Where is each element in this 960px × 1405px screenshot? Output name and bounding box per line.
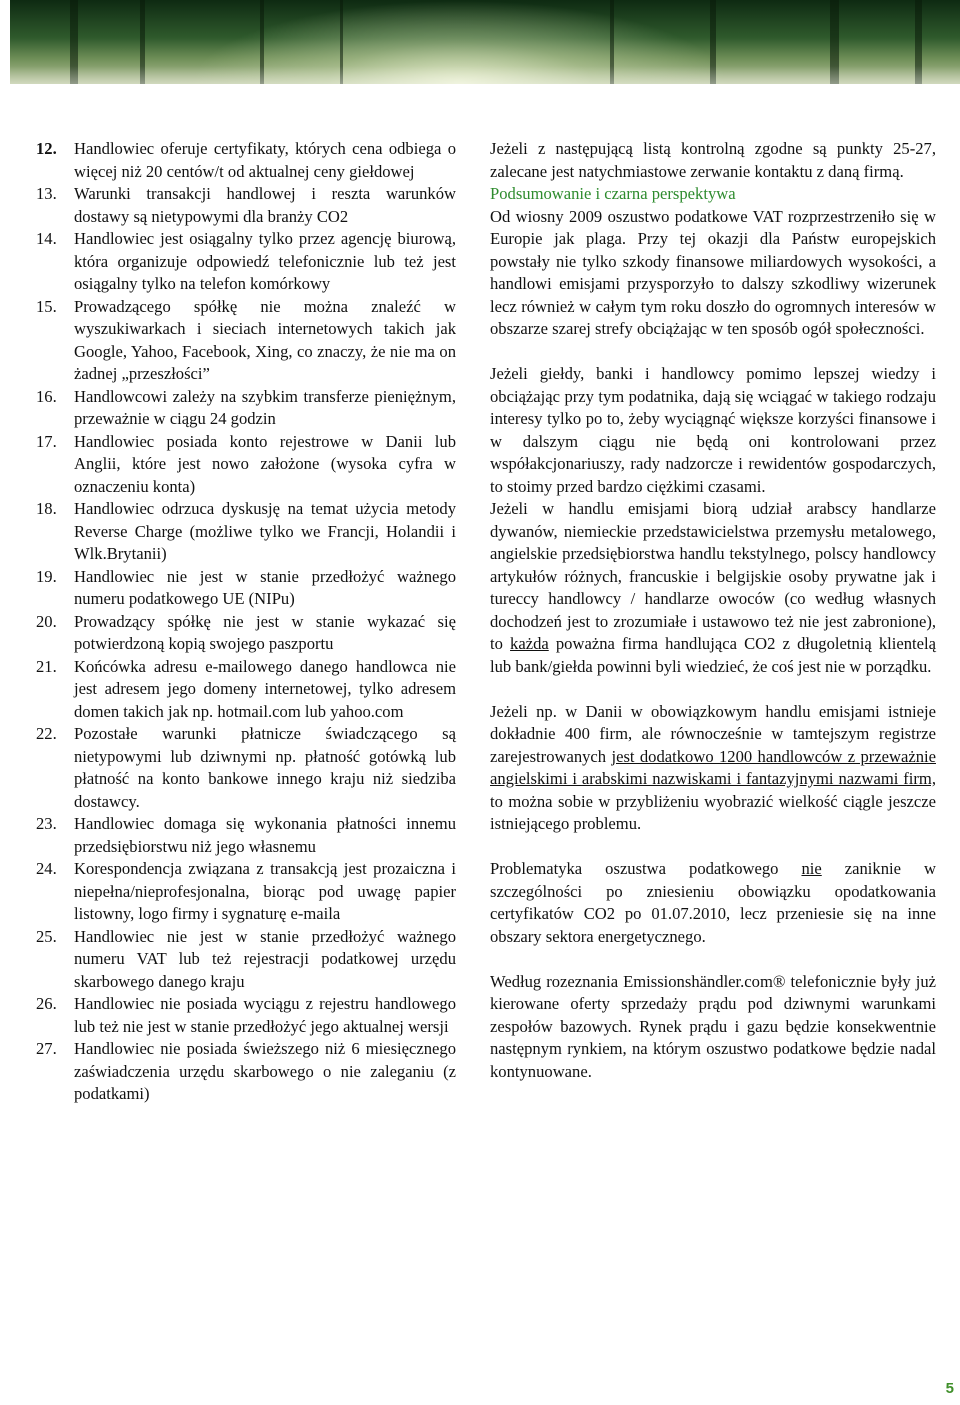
list-item xyxy=(36,498,456,566)
list-item xyxy=(36,926,456,994)
list-item xyxy=(36,296,456,386)
list-item-text: Prowadzący spółkę nie jest w stanie wykazać się potwierdzoną kopią swojego paszportu xyxy=(74,611,456,653)
list-item-number: 18. xyxy=(36,499,57,518)
list-item-number: 25. xyxy=(36,926,57,946)
list-item-text: Końcówka adresu e-mailowego danego handlowca nie jest adresem jego domeny internetowej, tylko adresem domen takich jak np. hotmail.com lub yahoo.com xyxy=(74,656,456,721)
list-item-text: Pozostałe warunki płatnicze świadczącego są nietypowymi lub dziwnymi np. płatność gotówką lub płatność na konto bankowe innego kraju niż siedziba dostawcy. xyxy=(74,724,456,811)
list-item-text: Korespondencja związana z transakcją jest prozaiczna i niepełna/nieprofesjonalna, biorąc pod uwagę papier listowny, logo firmy i sygnaturę e-maila xyxy=(74,859,456,923)
list-item-number: 12. xyxy=(36,139,57,158)
list-item-text: Warunki transakcji handlowej i reszta warunków dostawy są nietypowymi dla branży CO2 xyxy=(74,184,456,226)
list-item-text: Handlowiec jest osiągalny tylko przez agencję biurową, która organizuje odpowiedź telefonicznie lub też jest osiągalny tylko na telefon komórkowy xyxy=(74,229,456,293)
list-item-text: Handlowiec domaga się wykonania płatności innemu przedsiębiorstwu niż jego własnemu xyxy=(74,814,456,856)
list-item-text: Handlowiec nie posiada świeższego niż 6 miesięcznego zaświadczenia urzędu skarbowego o nie zaleganiu (z podatkami) xyxy=(74,1039,456,1103)
list-item-text: Handlowcowi zależy na szybkim transferze pieniężnym, przeważnie w ciągu 24 godzin xyxy=(74,386,456,428)
paragraph-6: Według rozeznania Emissionshändler.com® telefonicznie były już kierowane oferty sprzedaży prądu pod dziwnymi warunkami zespołów bazowych. Rynek prądu i gazu będzie konsekwentnie następnym rynkiem, na którym oszustwo podatkowe będzie nadal kontynuowane. xyxy=(490,971,936,1081)
list-item xyxy=(36,228,456,296)
list-item xyxy=(36,183,456,228)
list-item-text: Handlowiec nie posiada wyciągu z rejestru handlowego lub też nie jest w stanie przedłożyć jego aktualnej wersji xyxy=(74,994,456,1036)
intro-paragraph: Jeżeli z następującą listą kontrolną zgodne są punkty 25-27, zalecane jest natychmiastowe zerwanie kontaktu z daną firmą. xyxy=(490,139,936,181)
list-item-text: Handlowiec posiada konto rejestrowe w Danii lub Anglii, które jest nowo założone (wysoka cyfra w oznaczeniu konta) xyxy=(74,431,456,496)
list-item xyxy=(36,993,456,1038)
list-item xyxy=(36,138,456,183)
list-item xyxy=(36,566,456,611)
list-item xyxy=(36,858,456,926)
list-item-number: 26. xyxy=(36,994,57,1013)
forest-header-image xyxy=(10,0,960,84)
list-item-number: 15. xyxy=(36,296,57,316)
list-item-text: Handlowiec nie jest w stanie przedłożyć ważnego numeru podatkowego UE (NIPu) xyxy=(74,566,456,608)
paragraph-1: Od wiosny 2009 oszustwo podatkowe VAT rozprzestrzeniło się w Europie jak plaga. Przy tej okazji dla Państw europejskich powstały nie tylko szkody finansowe miliardowych wysokości, a handlowi emisjami przysporzyło to dalszy szkodliwy wizerunek lecz również w całym tym roku doszło do ogromnych interesów w obszarze szarej strefy obciążając w ten sposób ogół społeczności. xyxy=(490,206,936,338)
list-item-number: 21. xyxy=(36,656,57,676)
list-item xyxy=(36,611,456,656)
list-item xyxy=(36,386,456,431)
list-item-number: 23. xyxy=(36,814,57,833)
list-item-number: 19. xyxy=(36,566,57,586)
list-item-number: 13. xyxy=(36,184,57,203)
list-item-number: 24. xyxy=(36,859,57,878)
paragraph-3: Jeżeli w handlu emisjami biorą udział arabscy handlarze dywanów, niemieckie przedstawicielstwa przemysłu metalowego, angielskie przedsiębiorstwa handlu tekstylnego, polscy handlowcy artykułów różnych, francuskie i belgijskie osoby prywatne jak i tureccy handlowcy / handlarze owoców (co według własnych dochodzeń jest to zrozumiałe i ustawowo też nie jest zabronione), to każda poważna firma handlująca CO2 z długoletnią klientelą lub bank/giełda powinni byli wiedzieć, że coś jest nie w porządku. xyxy=(490,499,936,676)
underlined-word: każda xyxy=(510,634,549,653)
list-item-number: 17. xyxy=(36,431,57,451)
list-item-number: 27. xyxy=(36,1039,57,1058)
underlined-phrase: jest dodatkowo 1200 handlowców z przeważnie angielskimi i arabskimi nazwiskami i fantazyjnymi nazwami firm, xyxy=(490,746,936,788)
summary-column xyxy=(490,138,936,1083)
page-number: 5 xyxy=(945,1380,954,1397)
list-item-number: 16. xyxy=(36,386,57,406)
paragraph-2: Jeżeli giełdy, banki i handlowcy pomimo lepszej wiedzy i obciążając przy tym podatnika, dają się wciągać w takiego rodzaju interesy tylko po to, żeby wyciągnąć większe korzyści finansowe i w dalszym ciągu nie będą oni kontrolowani przez współakcjonariuszy, rady nadzorcze i rewidentów gospodarczych, to stoimy przed bardzo ciężkimi czasami. xyxy=(490,364,936,496)
list-item-text: Handlowiec oferuje certyfikaty, których cena odbiega o więcej niż 20 centów/t od aktualnej ceny giełdowej xyxy=(74,139,456,181)
paragraph-5: Problematyka oszustwa podatkowego nie zaniknie w szczególności po zniesieniu obowiązku opodatkowania certyfikatów CO2 po 01.07.2010, lecz przeniesie się na inne obszary sektora energetycznego. xyxy=(490,859,936,946)
warning-signs-list xyxy=(36,138,456,1106)
paragraph-4: Jeżeli np. w Danii w obowiązkowym handlu emisjami istnieje dokładnie 400 firm, ale równocześnie w tamtejszym registrze zarejestrowanych jest dodatkowo 1200 handlowców z przeważnie angielskimi i arabskimi nazwiskami i fantazyjnymi nazwami firm, to można sobie w przybliżeniu wyobrazić wielkość ciągle jeszcze istniejącego problemu. xyxy=(490,701,936,833)
checklist-column xyxy=(36,138,456,1106)
list-item-text: Handlowiec odrzuca dyskusję na temat użycia metody Reverse Charge (możliwe tylko we Francji, Holandii i Wlk.Brytanii) xyxy=(74,499,456,563)
list-item-text: Handlowiec nie jest w stanie przedłożyć ważnego numeru VAT lub też rejestracji podatkowej urzędu skarbowego danego kraju xyxy=(74,926,456,991)
underlined-word: nie xyxy=(801,859,822,878)
list-item-number: 22. xyxy=(36,724,57,743)
list-item-text: Prowadzącego spółkę nie można znaleźć w wyszukiwarkach i sieciach internetowych takich jak Google, Yahoo, Facebook, Xing, co znaczy, że nie ma on żadnej „przeszłości” xyxy=(74,296,456,383)
list-item-number: 20. xyxy=(36,611,57,631)
list-item xyxy=(36,656,456,724)
list-item xyxy=(36,1038,456,1106)
list-item-number: 14. xyxy=(36,229,57,248)
list-item xyxy=(36,813,456,858)
list-item xyxy=(36,431,456,499)
list-item xyxy=(36,723,456,813)
section-heading: Podsumowanie i czarna perspektywa xyxy=(490,184,736,203)
